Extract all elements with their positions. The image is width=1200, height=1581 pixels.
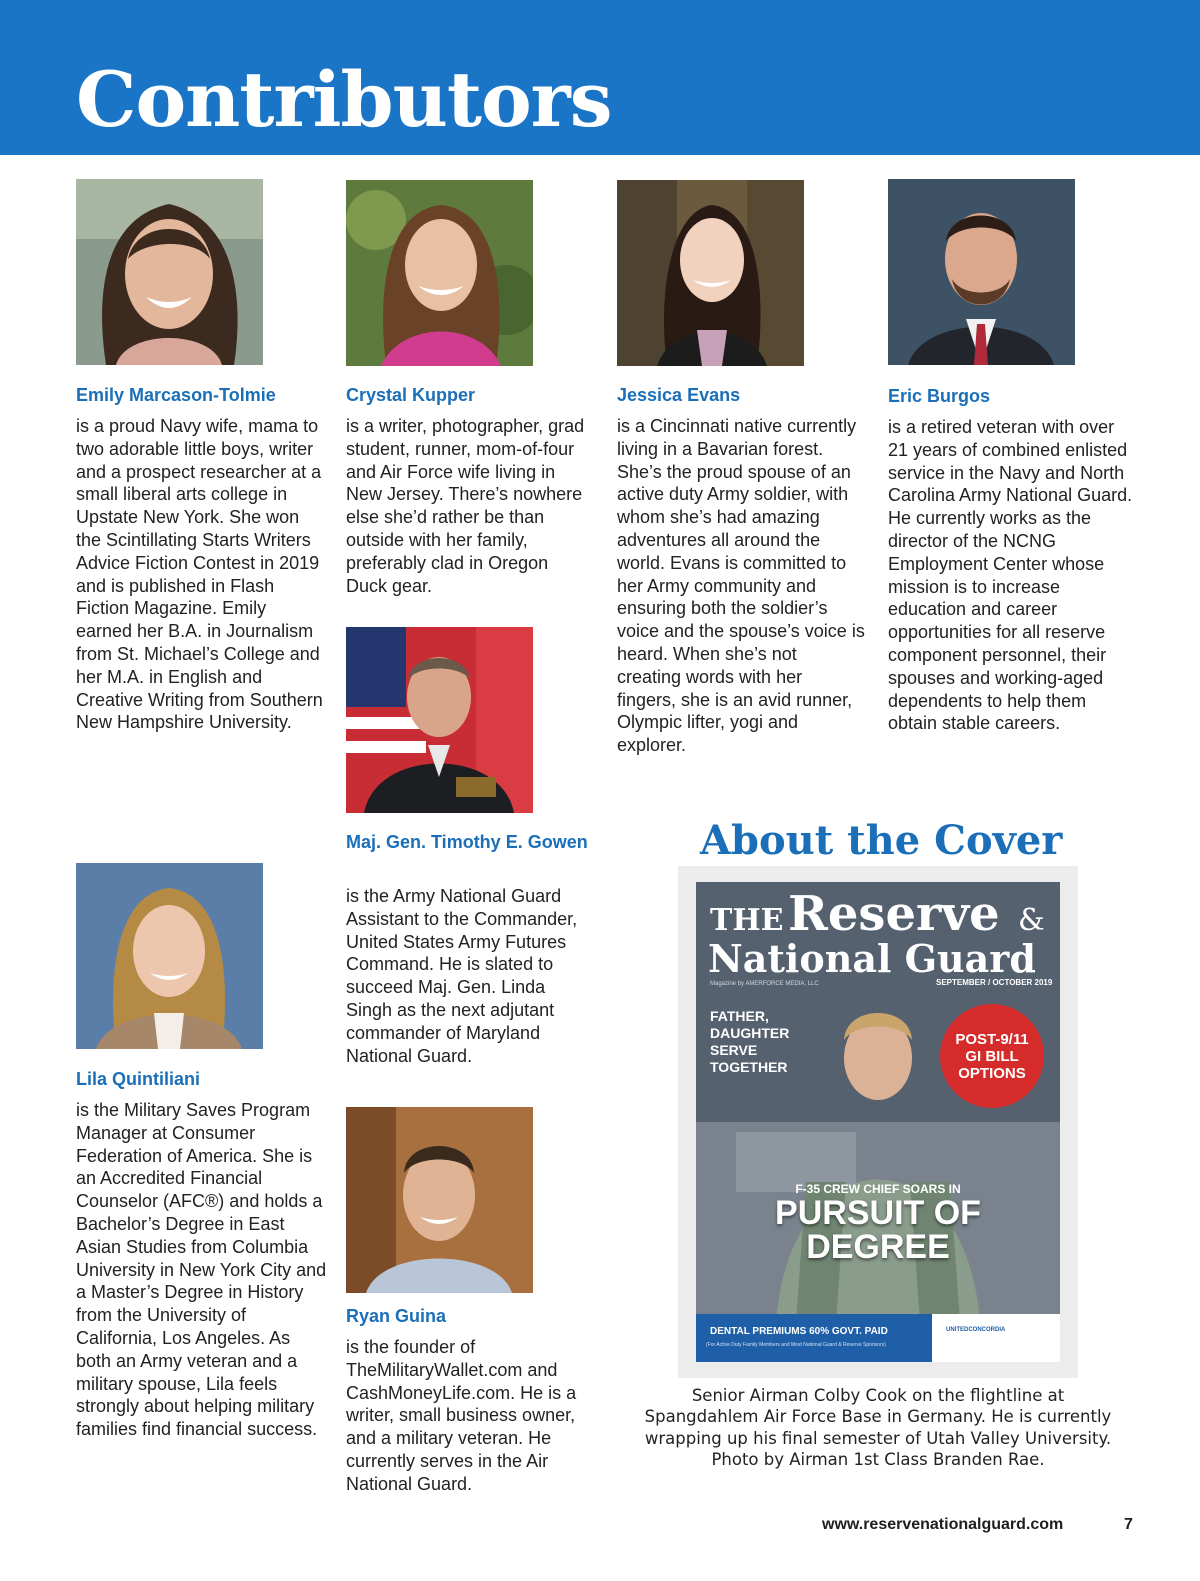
magazine-kicker: F-35 CREW CHIEF SOARS IN xyxy=(795,1182,961,1196)
contributor-name: Maj. Gen. Timothy E. Gowen xyxy=(346,832,588,852)
contributor-name: Eric Burgos xyxy=(888,386,991,406)
contributor-photo-crystal xyxy=(346,180,533,366)
sponsor-logo: UNITEDCONCORDIA xyxy=(946,1327,1006,1333)
contributor-bio: is the Army National Guard Assistant to the Commander, United States Army Futures Command. He is slated to succeed Maj. Gen. Linda Singh as the next adjutant commander of Maryland National Guard. xyxy=(346,886,578,1066)
magazine-ad-blue xyxy=(696,1314,932,1362)
contributor-name: Crystal Kupper xyxy=(346,385,476,405)
page-title: Contributors xyxy=(76,55,612,144)
magazine-masthead-the: THE xyxy=(710,903,784,938)
contributor-photo-lila xyxy=(76,863,263,1049)
contributor-photo-gowen xyxy=(346,627,533,813)
contributor-photo-eric xyxy=(888,179,1075,365)
magazine-ad-text: DENTAL PREMIUMS 60% GOVT. PAID xyxy=(710,1326,888,1337)
magazine-headline-left: FATHER, DAUGHTER SERVE TOGETHER xyxy=(710,1008,790,1075)
magazine-masthead-national-guard: National Guard xyxy=(708,936,1036,981)
magazine-badge: POST-9/11 GI BILL OPTIONS xyxy=(940,1004,1044,1108)
footer-url: www.reservenationalguard.com xyxy=(822,1516,1064,1533)
magazine-subline: Magazine by AMERFORCE MEDIA, LLC xyxy=(710,981,819,987)
contributor-bio: is a Cincinnati native currently living in a Bavarian forest. She’s the proud spouse of an active duty Army soldier, with whom she’s had amazing adventures all around the world. Evans is committed to her Army community and ensuring both the soldier’s voice and the spouse’s voice is heard. When she’s not creating words with her fingers, she is an avid runner, Olympic lifter, yogi and explorer. xyxy=(617,416,865,756)
magazine-issue-date: SEPTEMBER / OCTOBER 2019 xyxy=(936,978,1053,987)
contributor-photo-jessica xyxy=(617,180,804,366)
magazine-ad-small: (For Active Duty Family Members and Most National Guard & Reserve Sponsors) xyxy=(706,1342,886,1348)
cover-caption: Senior Airman Colby Cook on the flightline at Spangdahlem Air Force Base in Germany. He is currently wrapping up his final semester of Utah Valley University. Photo by Airman 1st Class Branden Rae. xyxy=(644,1386,1112,1470)
contributor-bio: is the founder of TheMilitaryWallet.com and CashMoneyLife.com. He is a writer, small business owner, and a military veteran. He currently serves in the Air National Guard. xyxy=(346,1337,577,1494)
contributor-name: Emily Marcason-Tolmie xyxy=(76,385,276,405)
about-cover-title: About the Cover xyxy=(700,817,1063,864)
contributor-bio: is a writer, photographer, grad student, runner, mom-of-four and Air Force wife living in New Jersey. There’s nowhere else she’d rather be than outside with her family, preferably clad in Oregon Duck gear. xyxy=(346,416,585,596)
page-header xyxy=(0,0,1200,155)
magazine-ad-bar xyxy=(696,1314,1060,1362)
contributor-bio: is the Military Saves Program Manager at Consumer Federation of America. She is an Accredited Financial Counselor (AFC®) and holds a Bachelor’s Degree in East Asian Studies from Columbia University in New York City and a Master’s Degree in History from the University of California, Los Angeles. As both an Army veteran and a military spouse, Lila feels strongly about helping military families find financial success. xyxy=(76,1100,327,1440)
magazine-masthead-amp: & xyxy=(1018,903,1045,938)
magazine-feature-headline: PURSUIT OF DEGREE xyxy=(775,1194,981,1266)
contributor-bio: is a retired veteran with over 21 years of combined enlisted service in the Navy and North Carolina Army National Guard. He currently works as the director of the NCNG Employment Center whose mission is to increase education and career opportunities for all reserve component personnel, their spouses and working-aged dependents to help them obtain stable careers. xyxy=(888,417,1133,734)
contributor-name: Lila Quintiliani xyxy=(76,1069,201,1089)
contributor-photo-ryan xyxy=(346,1107,533,1293)
contributor-name: Ryan Guina xyxy=(346,1306,447,1326)
magazine-cover-image xyxy=(696,882,1060,1362)
page-number: 7 xyxy=(1124,1516,1133,1533)
magazine-masthead-reserve: Reserve xyxy=(788,886,1000,942)
contributor-bio: is a proud Navy wife, mama to two adorable little boys, writer and a prospect researcher at a small liberal arts college in Upstate New York. She won the Scintillating Starts Writers Advice Fiction Contest in 2019 and is published in Flash Fiction Magazine. Emily earned her B.A. in Journalism from St. Michael’s College and her M.A. in English and Creative Writing from Southern New Hampshire University. xyxy=(76,416,323,733)
contributor-photo-emily xyxy=(76,179,263,365)
contributor-name: Jessica Evans xyxy=(617,385,741,405)
